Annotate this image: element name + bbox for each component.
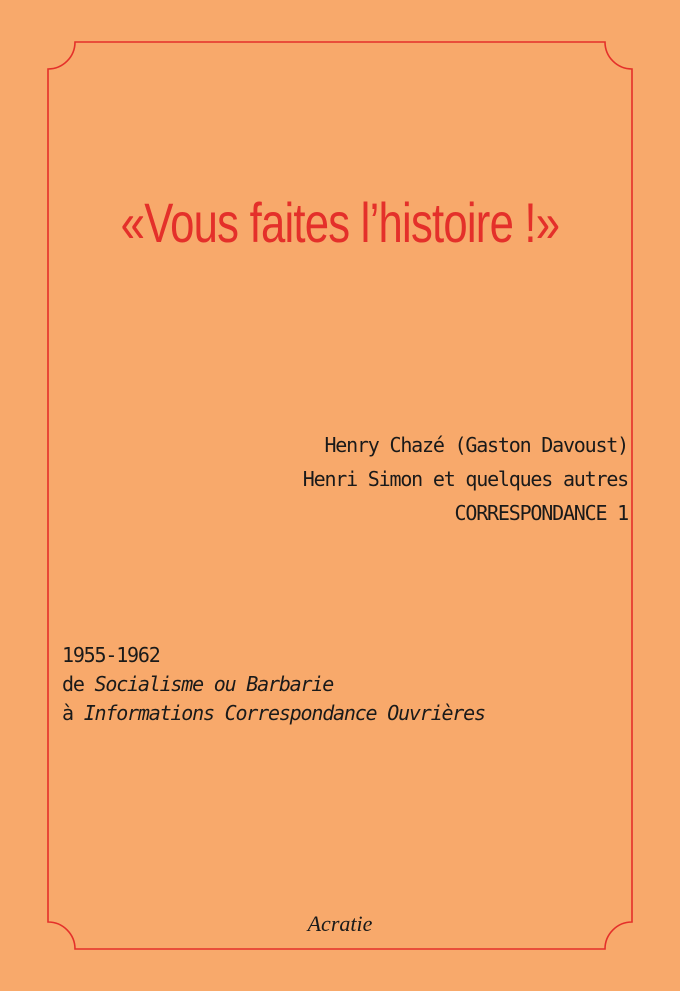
subtitle-line-1 [62, 670, 485, 699]
subtitle-line-2-italic: Informations Correspondance Ouvrières [83, 701, 485, 725]
date-range: 1955-1962 [62, 643, 160, 667]
subtitle-block [62, 641, 485, 728]
subtitle-line-1-italic: Socialisme ou Barbarie [94, 672, 334, 696]
author-line-2: Henri Simon et quelques autres [302, 467, 628, 491]
series-label: CORRESPONDANCE 1 [454, 501, 628, 525]
author-line-1: Henry Chazé (Gaston Davoust) [324, 433, 628, 457]
subtitle-line-2-prefix: à [62, 701, 84, 725]
subtitle-line-1-prefix: de [62, 672, 95, 696]
subtitle-line-2 [62, 699, 485, 728]
book-title: «Vous faites l’histoire !» [120, 191, 560, 254]
authors-block [303, 428, 628, 530]
publisher-name: Acratie [307, 911, 373, 936]
